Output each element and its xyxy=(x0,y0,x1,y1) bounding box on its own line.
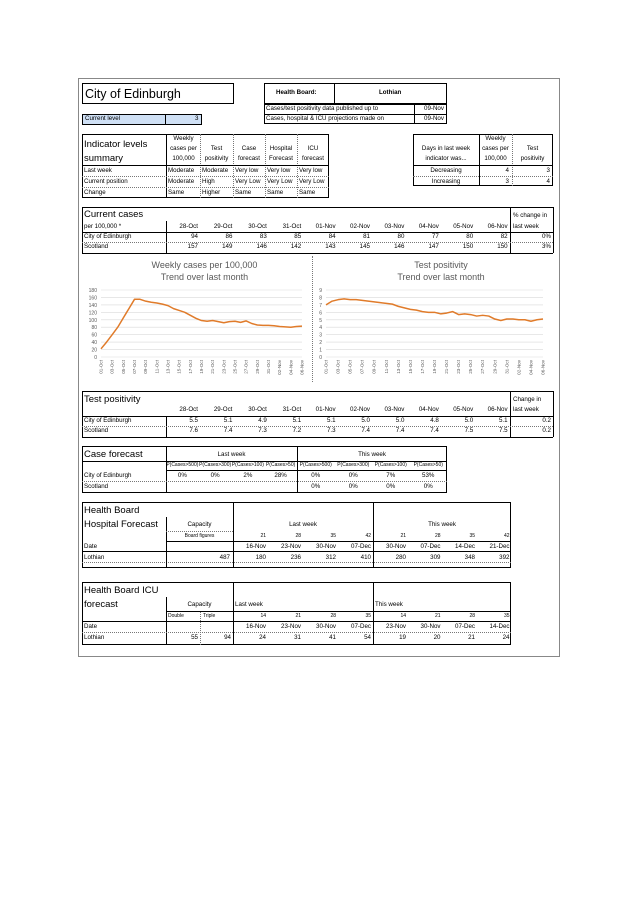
current_cases-cell: 146 xyxy=(256,243,267,250)
current_cases-cell: 85 xyxy=(294,233,302,240)
test_positivity-row-label: Scotland xyxy=(84,427,109,434)
hospital_forecast-last-day: 35 xyxy=(330,533,336,539)
test_positivity-cell: 7.2 xyxy=(292,427,302,434)
chart-y-tick-label: 4 xyxy=(319,325,322,332)
cf-last-col-header: P(Cases>100) xyxy=(231,462,264,468)
chart-x-tick-label: 17-Oct xyxy=(187,360,193,374)
icu_forecast-last-day: 21 xyxy=(295,613,301,619)
cf-this-cell: 0% xyxy=(386,483,396,490)
chart-x-tick-label: 04-Nov xyxy=(288,360,294,375)
test_positivity-cell: 5.0 xyxy=(361,417,370,424)
chart-x-tick-label: 09-Oct xyxy=(143,360,149,374)
indicator-cell: Very Low xyxy=(299,178,325,185)
indicator-row-label: Current position xyxy=(84,178,128,185)
icu_forecast-last-day: 28 xyxy=(330,613,336,619)
chart-x-tick-label: 04-Nov xyxy=(528,360,534,375)
icu_forecast-last-day: 14 xyxy=(260,613,266,619)
hospital_forecast-last-date: 16-Nov xyxy=(246,543,266,550)
cf-this-cell: 0% xyxy=(348,472,358,479)
current_cases-cell: 84 xyxy=(328,233,336,240)
indicator-title-line2: summary xyxy=(84,153,124,164)
days-cell: 4 xyxy=(546,178,550,185)
projections-label: Cases, hospital & ICU projections made on xyxy=(266,115,384,122)
cf-last-cell: 2% xyxy=(243,472,253,479)
chart-y-tick-label: 0 xyxy=(94,355,97,361)
icu_forecast-last-value: 24 xyxy=(259,634,266,641)
icu-last-week: Last week xyxy=(235,601,263,608)
chart-y-tick-label: 80 xyxy=(91,325,97,332)
hospital-title-l2: Hospital Forecast xyxy=(84,519,158,530)
cf-this-cell: 7% xyxy=(386,472,396,479)
tp-change-header-l2: last week xyxy=(513,406,539,413)
icu_forecast-this-date: 23-Nov xyxy=(386,623,406,630)
hospital_forecast-last-day: 28 xyxy=(295,533,301,539)
hospital_forecast-this-value: 309 xyxy=(430,554,441,561)
chart-x-tick-label: 05-Oct xyxy=(120,360,126,374)
icu_forecast-last-date: 30-Nov xyxy=(316,623,336,630)
chart-y-tick-label: 20 xyxy=(91,347,97,354)
current_cases-date-header: 03-Nov xyxy=(384,223,405,230)
test_positivity-cell: 5.5 xyxy=(189,417,198,424)
test_positivity-row-label: City of Edinburgh xyxy=(84,417,132,424)
hospital_forecast-this-day: 28 xyxy=(434,533,441,539)
icu-capacity-col: Triple xyxy=(203,613,216,619)
chart-y-tick-label: 7 xyxy=(319,302,322,309)
chart-x-tick-label: 06-Nov xyxy=(540,360,546,375)
test_positivity-date-header: 06-Nov xyxy=(487,406,508,413)
cf-this-cell: 0% xyxy=(348,483,358,490)
chart-x-tick-label: 09-Oct xyxy=(371,360,377,374)
indicator-col1-l2: cases per xyxy=(170,145,197,152)
current_cases-cell: 83 xyxy=(259,233,267,240)
test_positivity-date-header: 31-Oct xyxy=(282,406,302,413)
icu-row-label: Lothian xyxy=(84,634,105,641)
current_cases-cell: 143 xyxy=(325,243,336,250)
chart-x-tick-label: 13-Oct xyxy=(165,360,171,374)
cf-last-col-header: P(Cases>500) xyxy=(166,462,199,468)
indicator-cell: Very Low xyxy=(235,178,261,185)
chart-x-tick-label: 03-Oct xyxy=(335,360,341,374)
test_positivity-cell: 5.1 xyxy=(326,417,336,424)
chart-x-tick-label: 03-Oct xyxy=(109,360,115,374)
indicator-col5-l2: forecast xyxy=(301,155,324,162)
published-label: Cases/test positivity data published up to xyxy=(266,105,379,112)
chart-x-tick-label: 27-Oct xyxy=(243,360,249,374)
indicator-col2-l2: positivity xyxy=(204,155,229,162)
chart-x-tick-label: 21-Oct xyxy=(210,360,216,374)
test_positivity-cell: 4.8 xyxy=(430,417,439,424)
chart-y-tick-label: 3 xyxy=(319,332,322,339)
indicator-cell: Same xyxy=(267,189,284,196)
chart-y-tick-label: 140 xyxy=(88,302,97,309)
icu_forecast-last-value: 41 xyxy=(329,634,336,641)
icu-capacity-col: Double xyxy=(168,613,184,619)
chart-x-tick-label: 06-Nov xyxy=(299,360,305,375)
icu_forecast-last-value: 31 xyxy=(294,634,301,641)
test_positivity-date-header: 28-Oct xyxy=(179,406,198,413)
days-header-l1: Days in last week xyxy=(421,145,471,152)
indicator-col3-l2: forecast xyxy=(237,155,260,162)
chart-title: Test positivity xyxy=(414,260,468,270)
chart-y-tick-label: 5 xyxy=(319,317,322,324)
icu-capacity-label: Capacity xyxy=(187,601,212,608)
test_positivity-cell: 5.1 xyxy=(292,417,302,424)
hospital_forecast-last-value: 180 xyxy=(255,554,266,561)
current_cases-cell: 94 xyxy=(191,233,198,240)
hospital-this-week: This week xyxy=(428,521,456,528)
current-cases-subtitle: per 100,000 * xyxy=(84,223,122,230)
indicator-cell: Very low xyxy=(299,167,323,174)
cf-row-label: City of Edinburgh xyxy=(84,472,132,479)
current_cases-cell: 145 xyxy=(359,243,370,250)
indicator-cell: Same xyxy=(235,189,252,196)
indicator-cell: Very low xyxy=(235,167,259,174)
days-col1-l3: 100,000 xyxy=(484,155,507,162)
hospital_forecast-last-value: 312 xyxy=(325,554,336,561)
days-cell: 3 xyxy=(546,167,550,174)
days-col1-l2: cases per xyxy=(482,145,509,152)
chart-subtitle: Trend over last month xyxy=(160,272,249,282)
test_positivity-cell: 7.3 xyxy=(326,427,336,434)
chart-y-tick-label: 0 xyxy=(319,355,322,361)
indicator-col1-l1: Weekly xyxy=(173,135,194,142)
hospital_forecast-last-date: 23-Nov xyxy=(281,543,301,550)
hospital_forecast-last-value: 236 xyxy=(290,554,301,561)
chart-y-tick-label: 180 xyxy=(88,288,97,294)
icu-capacity-triple: 94 xyxy=(224,634,231,641)
chart-y-tick-label: 100 xyxy=(88,317,97,324)
test_positivity-change-cell: 0.2 xyxy=(542,427,551,434)
chart-series-line xyxy=(101,299,302,349)
chart-x-tick-label: 31-Oct xyxy=(266,360,271,374)
icu_forecast-this-date: 30-Nov xyxy=(420,623,441,630)
hospital_forecast-last-day: 42 xyxy=(365,533,371,539)
chart-y-tick-label: 120 xyxy=(88,310,97,317)
current_cases-date-header: 28-Oct xyxy=(179,223,198,230)
test-positivity-title: Test positivity xyxy=(84,394,141,405)
current_cases-date-header: 04-Nov xyxy=(418,223,439,230)
chart-x-tick-label: 23-Oct xyxy=(221,360,227,374)
indicator-cell: Higher xyxy=(202,189,221,196)
test_positivity-cell: 7.5 xyxy=(464,427,474,434)
chart-series-line xyxy=(326,299,543,321)
icu-title-l1: Health Board ICU xyxy=(84,585,159,596)
hospital_forecast-this-date: 14-Dec xyxy=(455,543,475,550)
current_cases-change-cell: 0% xyxy=(542,233,551,240)
days-col2-l2: positivity xyxy=(520,155,545,162)
chart-x-tick-label: 05-Oct xyxy=(347,360,353,374)
indicator-cell: Same xyxy=(299,189,316,196)
cf-last-cell: 0% xyxy=(177,472,187,479)
test_positivity-date-header: 30-Oct xyxy=(248,406,267,413)
chart-x-tick-label: 29-Oct xyxy=(254,360,260,374)
test_positivity-cell: 7.4 xyxy=(223,427,233,434)
chart-x-tick-label: 01-Oct xyxy=(323,360,329,374)
current_cases-cell: 80 xyxy=(466,233,474,240)
current_cases-cell: 81 xyxy=(363,233,370,240)
test_positivity-cell: 5.1 xyxy=(498,417,508,424)
days-row-label: Increasing xyxy=(431,178,461,185)
icu_forecast-this-value: 20 xyxy=(433,634,441,641)
current_cases-date-header: 06-Nov xyxy=(487,223,508,230)
chart-x-tick-label: 15-Oct xyxy=(176,360,182,374)
current_cases-row-label: Scotland xyxy=(84,243,109,250)
icu_forecast-this-value: 19 xyxy=(399,634,406,641)
test_positivity-change-cell: 0.2 xyxy=(542,417,551,424)
indicator-row-label: Change xyxy=(84,189,106,196)
chart-x-tick-label: 21-Oct xyxy=(444,360,450,374)
test_positivity-cell: 7.4 xyxy=(361,427,370,434)
test_positivity-cell: 7.3 xyxy=(258,427,267,434)
icu-date-label: Date xyxy=(84,623,98,630)
icu_forecast-this-date: 14-Dec xyxy=(489,623,510,630)
indicator-col4-l2: Forecast xyxy=(268,155,294,162)
icu-capacity-double: 55 xyxy=(191,634,198,641)
days-cell: 3 xyxy=(505,178,509,185)
hospital-capacity-value: 487 xyxy=(219,554,230,561)
chart-x-tick-label: 02-Nov xyxy=(277,360,283,375)
test_positivity-cell: 4.9 xyxy=(258,417,267,424)
current_cases-cell: 142 xyxy=(290,243,302,250)
chart-x-tick-label: 11-Oct xyxy=(154,360,160,374)
icu_forecast-last-date: 16-Nov xyxy=(246,623,266,630)
test_positivity-cell: 5.1 xyxy=(223,417,233,424)
cf-row-label: Scotland xyxy=(84,483,109,490)
indicator-cell: Very low xyxy=(267,167,291,174)
test_positivity-date-header: 29-Oct xyxy=(213,406,233,413)
current_cases-cell: 86 xyxy=(225,233,233,240)
chart-x-tick-label: 23-Oct xyxy=(456,360,462,374)
chart-x-tick-label: 31-Oct xyxy=(504,360,510,374)
cf-this-cell: 0% xyxy=(311,472,321,479)
current-level-label: Current level xyxy=(85,115,121,122)
current_cases-cell: 149 xyxy=(222,243,233,250)
chart-subtitle: Trend over last month xyxy=(397,272,485,282)
chart-x-tick-label: 25-Oct xyxy=(468,360,474,374)
icu_forecast-this-date: 07-Dec xyxy=(455,623,475,630)
chart-y-tick-label: 2 xyxy=(319,340,322,347)
hospital_forecast-this-value: 348 xyxy=(464,554,475,561)
tp-change-header-l1: Change in xyxy=(513,396,542,403)
current_cases-change-cell: 3% xyxy=(542,243,551,250)
test-positivity-chart xyxy=(313,254,553,384)
chart-x-tick-label: 17-Oct xyxy=(419,360,425,374)
cf-this-cell: 0% xyxy=(423,483,433,490)
current_cases-date-header: 30-Oct xyxy=(248,223,267,230)
hospital_forecast-this-day: 42 xyxy=(503,533,510,539)
hospital-date-label: Date xyxy=(84,543,98,550)
icu_forecast-last-date: 23-Nov xyxy=(281,623,301,630)
icu_forecast-this-value: 24 xyxy=(502,634,510,641)
current_cases-date-header: 29-Oct xyxy=(213,223,233,230)
test_positivity-cell: 7.5 xyxy=(498,427,508,434)
weekly-cases-chart-svg xyxy=(84,254,309,384)
test_positivity-cell: 5.0 xyxy=(464,417,474,424)
cf-last-cell: 28% xyxy=(274,472,287,479)
indicator-col4-l1: Hospital xyxy=(269,145,293,152)
hospital-row-label: Lothian xyxy=(84,554,105,561)
cf-this-col-header: P(Cases>50) xyxy=(413,462,443,468)
chart-y-tick-label: 9 xyxy=(319,288,322,294)
chart-x-tick-label: 15-Oct xyxy=(407,360,413,374)
test_positivity-date-header: 02-Nov xyxy=(350,406,370,413)
case-forecast-title: Case forecast xyxy=(84,449,143,460)
current-cases-title: Current cases xyxy=(84,209,144,220)
hospital_forecast-last-value: 410 xyxy=(360,554,371,561)
current_cases-cell: 146 xyxy=(394,243,405,250)
current_cases-date-header: 31-Oct xyxy=(282,223,302,230)
chart-y-tick-label: 40 xyxy=(91,340,97,347)
cf-this-col-header: P(Cases>500) xyxy=(299,462,332,468)
indicator-cell: Moderate xyxy=(202,167,229,174)
chart-title: Weekly cases per 100,000 xyxy=(151,260,258,270)
chart-x-tick-label: 13-Oct xyxy=(395,360,401,374)
current_cases-cell: 157 xyxy=(187,243,198,250)
hospital-capacity-label: Capacity xyxy=(187,521,212,528)
current_cases-cell: 82 xyxy=(500,233,508,240)
test_positivity-date-header: 04-Nov xyxy=(418,406,439,413)
chart-y-tick-label: 8 xyxy=(319,295,322,302)
hospital-last-week: Last week xyxy=(289,521,317,528)
chart-x-tick-label: 01-Oct xyxy=(98,360,104,374)
hospital_forecast-this-date: 07-Dec xyxy=(420,543,441,550)
hospital_forecast-this-date: 30-Nov xyxy=(386,543,406,550)
test_positivity-cell: 5.0 xyxy=(395,417,405,424)
days-row-label: Decreasing xyxy=(430,167,462,174)
cf-last-col-header: P(Cases>300) xyxy=(199,462,232,468)
test_positivity-cell: 7.4 xyxy=(430,427,439,434)
test-positivity-chart-svg xyxy=(313,254,553,384)
test_positivity-cell: 7.4 xyxy=(395,427,405,434)
icu_forecast-this-day: 14 xyxy=(400,613,406,619)
hospital_forecast-this-day: 35 xyxy=(469,533,475,539)
chart-x-tick-label: 07-Oct xyxy=(132,360,137,374)
current_cases-date-header: 05-Nov xyxy=(453,223,474,230)
chart-x-tick-label: 25-Oct xyxy=(232,360,238,374)
current_cases-row-label: City of Edinburgh xyxy=(84,233,132,240)
days-header-l2: indicator was... xyxy=(425,155,467,162)
page-title: City of Edinburgh xyxy=(85,87,181,101)
hospital-title-l1: Health Board xyxy=(84,505,140,516)
published-value: 09-Nov xyxy=(424,105,444,112)
icu_forecast-this-day: 28 xyxy=(469,613,475,619)
current_cases-cell: 147 xyxy=(428,243,439,250)
days-cell: 4 xyxy=(505,167,509,174)
cf-this-col-header: P(Cases>100) xyxy=(374,462,407,468)
icu_forecast-last-value: 54 xyxy=(364,634,371,641)
indicator-col3-l1: Case xyxy=(241,145,257,152)
cf-this-week-label: This week xyxy=(358,451,386,458)
test_positivity-cell: 7.6 xyxy=(189,427,198,434)
cf-this-cell: 0% xyxy=(311,483,321,490)
icu_forecast-this-day: 35 xyxy=(503,613,510,619)
indicator-col5-l1: ICU xyxy=(307,145,319,152)
indicator-cell: Moderate xyxy=(168,167,195,174)
chart-x-tick-label: 11-Oct xyxy=(383,360,389,374)
chart-x-tick-label: 07-Oct xyxy=(359,360,365,374)
chart-x-tick-label: 27-Oct xyxy=(480,360,486,374)
days-col1-l1: Weekly xyxy=(485,135,506,142)
indicator-cell: Same xyxy=(168,189,185,196)
current-level-value: 3 xyxy=(195,115,199,122)
projections-value: 09-Nov xyxy=(424,115,444,122)
cf-last-cell: 0% xyxy=(210,472,220,479)
cf-this-cell: 53% xyxy=(422,472,435,479)
chart-x-tick-label: 19-Oct xyxy=(199,360,204,374)
cf-last-col-header: P(Cases>50) xyxy=(265,462,296,468)
weekly-cases-chart xyxy=(84,254,309,384)
indicator-col1-l3: 100,000 xyxy=(172,155,195,162)
icu-this-week: This week xyxy=(375,601,403,608)
chart-x-tick-label: 02-Nov xyxy=(516,360,522,375)
cf-this-col-header: P(Cases>300) xyxy=(337,462,370,468)
icu-title-l2: forecast xyxy=(84,599,118,610)
indicator-cell: Moderate xyxy=(168,178,195,185)
chart-y-tick-label: 6 xyxy=(319,310,322,317)
hospital-capacity-sub: Board figures xyxy=(184,533,215,539)
indicator-col2-l1: Test xyxy=(210,145,223,152)
hospital_forecast-last-date: 07-Dec xyxy=(351,543,371,550)
cf-last-week-label: Last week xyxy=(217,451,246,458)
hospital_forecast-this-value: 392 xyxy=(499,554,510,561)
indicator-cell: High xyxy=(202,178,215,185)
current_cases-cell: 150 xyxy=(497,243,508,250)
icu_forecast-last-date: 07-Dec xyxy=(351,623,371,630)
health-board-value: Lothian xyxy=(379,89,402,96)
current_cases-date-header: 01-Nov xyxy=(315,223,336,230)
test_positivity-date-header: 05-Nov xyxy=(453,406,474,413)
test_positivity-date-header: 01-Nov xyxy=(315,406,336,413)
cc-change-header-l1: % change in xyxy=(513,212,548,219)
indicator-cell: Very Low xyxy=(267,178,293,185)
indicator-row-label: Last week xyxy=(84,167,112,174)
hospital_forecast-this-date: 21-Dec xyxy=(489,543,510,550)
hospital_forecast-this-value: 280 xyxy=(395,554,406,561)
current_cases-date-header: 02-Nov xyxy=(350,223,370,230)
test_positivity-date-header: 03-Nov xyxy=(384,406,405,413)
cc-change-header-l2: last week xyxy=(513,223,539,230)
icu_forecast-this-value: 21 xyxy=(468,634,475,641)
indicator-title-line1: Indicator levels xyxy=(84,139,148,150)
current_cases-cell: 80 xyxy=(397,233,405,240)
chart-y-tick-label: 60 xyxy=(91,332,97,339)
icu_forecast-this-day: 21 xyxy=(434,613,441,619)
days-col2-l1: Test xyxy=(526,145,539,152)
hospital_forecast-last-date: 30-Nov xyxy=(316,543,336,550)
current_cases-cell: 77 xyxy=(431,233,439,240)
chart-x-tick-label: 19-Oct xyxy=(432,360,437,374)
hospital_forecast-last-day: 21 xyxy=(260,533,266,539)
chart-y-tick-label: 1 xyxy=(319,347,322,354)
chart-y-tick-label: 160 xyxy=(88,295,97,302)
chart-x-tick-label: 29-Oct xyxy=(492,360,498,374)
current_cases-cell: 150 xyxy=(462,243,474,250)
hospital_forecast-this-day: 21 xyxy=(400,533,406,539)
health-board-label: Health Board: xyxy=(276,89,317,96)
icu_forecast-last-day: 35 xyxy=(365,613,371,619)
